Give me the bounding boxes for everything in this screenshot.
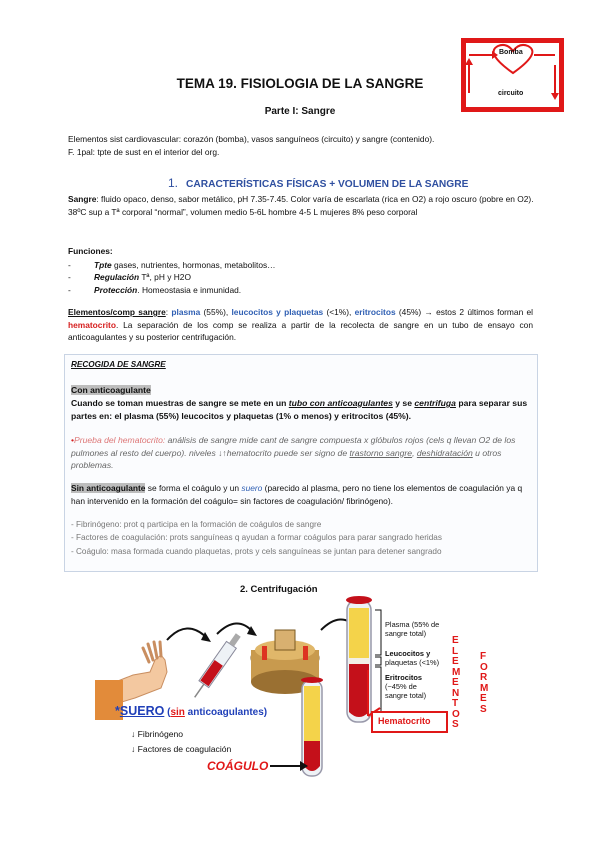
hematocrito-term: hematocrito bbox=[68, 319, 116, 330]
blood-lead: Sangre bbox=[68, 194, 97, 204]
list-item: - Fibrinógeno: prot q participa en la formación de coágulos de sangre bbox=[71, 520, 322, 529]
box-title: RECOGIDA DE SANGRE bbox=[71, 360, 166, 369]
syringe-icon bbox=[190, 632, 243, 701]
plasma-term: plasma bbox=[171, 307, 201, 317]
functions-label: Funciones: bbox=[68, 246, 113, 256]
heart-bottom-label: circuito bbox=[498, 90, 524, 97]
plasma-label: Plasma (55% de sangre total) bbox=[385, 620, 440, 638]
section-heading bbox=[168, 176, 468, 190]
functions-list bbox=[68, 245, 538, 296]
section-title: CARACTERÍSTICAS FÍSICAS + VOLUMEN DE LA SANGRE bbox=[186, 179, 469, 190]
leucocitos-label: Leucocitos y plaquetas (<1%) bbox=[385, 649, 440, 667]
anticoagulant-heading: Con anticoagulante bbox=[71, 385, 151, 395]
list-item: - Coágulo: masa formada cuando plaquetas, prots y cels sanguíneas se juntan para detener sangrado bbox=[71, 546, 442, 556]
blood-text: : fluido opaco, denso, sabor metálico, pH 7.35-7.45. Color varía de escarlata (rica en O2) a rojo oscuro (pobre en O2). 38ºC sup a Tª corporal “normal”, volumen medio 5-6L hombre 4-5 L mujeres 8% peso corporal bbox=[68, 194, 534, 217]
heart-circuit-diagram bbox=[461, 38, 564, 112]
fibrinogeno-label: ↓ Fibrinógeno bbox=[131, 729, 184, 739]
formes-vertical: FORMES bbox=[480, 651, 489, 715]
intro-line: Elementos sist cardiovascular: corazón (bomba), vasos sanguíneos (circuito) y sangre (contenido). bbox=[68, 134, 435, 144]
factores-label: ↓ Factores de coagulación bbox=[131, 744, 232, 754]
list-item: - Factores de coagulación: prots sanguíneas q ayudan a formar coágulos para parar sangrado heridas bbox=[71, 533, 442, 543]
suero-label: *SUERO (sin anticoagulantes) bbox=[115, 704, 268, 718]
serum-tube-icon bbox=[301, 677, 323, 776]
hematocrito-label: Hematocrito bbox=[378, 716, 431, 726]
intro-block bbox=[68, 133, 538, 158]
page-subtitle: Parte I: Sangre bbox=[264, 106, 336, 117]
eritrocitos-label: Eritrocitos (~45% de sangre total) bbox=[385, 673, 427, 700]
leuco-term: leucocitos y plaquetas bbox=[231, 307, 324, 317]
eritro-term: eritrocitos bbox=[354, 307, 396, 317]
anticoagulant-text: Cuando se toman muestras de sangre se mete en un tubo con anticoagulantes y se centrifuga para separar sus partes en: el plasma (55%) leucocitos y plaquetas (1% o menos) y eritrocitos (45%). bbox=[71, 398, 528, 421]
list-item: - Protección. Homeostasia e inmunidad. bbox=[68, 284, 242, 295]
list-item: - Tpte gases, nutrientes, hormonas, metabolitos… bbox=[68, 259, 276, 270]
coagulo-label: COÁGULO bbox=[207, 759, 269, 773]
elements-label: Elementos/comp sangre bbox=[68, 307, 166, 317]
heart-top-label: Bomba bbox=[499, 49, 523, 56]
definitions-list bbox=[71, 518, 533, 558]
list-item: - Regulación Tª, pH y H2O bbox=[68, 272, 191, 282]
blood-description bbox=[68, 193, 538, 218]
centrifugation-figure bbox=[95, 580, 500, 830]
section-number: 1. bbox=[168, 176, 179, 190]
intro-line: F. 1pal: tpte de sust en el interior del org. bbox=[68, 146, 220, 157]
elements-paragraph: Elementos/comp sangre: plasma (55%), leucocitos y plaquetas (<1%), eritrocitos (45%) → estos 2 últimos forman el hematocrito. La separación de los comp se realiza a partir de la recolecta de sangre en un tubo de ensayo con anticoagulantes y su posterior centrifugación. bbox=[68, 307, 534, 342]
page-title: TEMA 19. FISIOLOGIA DE LA SANGRE bbox=[176, 76, 424, 91]
hematocrito-test-text: •Prueba del hematocrito: análisis de sangre mide cant de sangre compuesta x glóbulos rojos (cels q llevan O2 de los pulmones al resto del cuerpo). niveles ↓↑hematocrito puede ser signo de trastorno sangre, deshidratación u otros problemas. bbox=[71, 435, 516, 470]
step-label: 2. Centrifugación bbox=[240, 584, 318, 595]
elementos-vertical: ELEMENTOS bbox=[452, 635, 461, 730]
no-anticoagulant-text: Sin anticoagulante se forma el coágulo y un suero (parecido al plasma, pero no tiene los elementos de coagulación ya q han intervenido en la formación del coágulo= sin factores de coagulación/ fibrinógeno). bbox=[71, 483, 523, 506]
